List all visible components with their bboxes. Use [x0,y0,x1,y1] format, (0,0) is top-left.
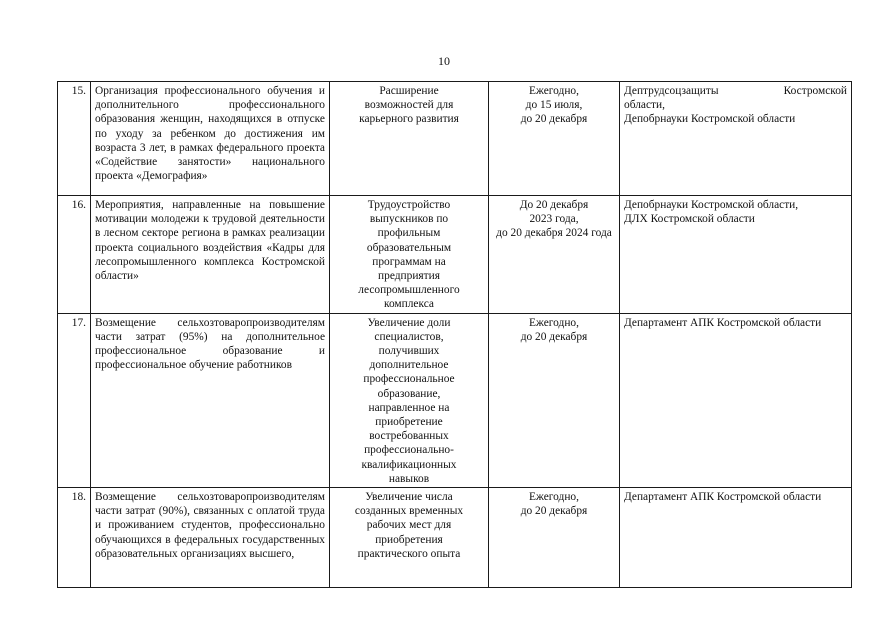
term-cell: Ежегодно, до 20 декабря [489,313,620,487]
table-row [58,313,852,487]
executor-cell: Депобрнауки Костромской области, ДЛХ Костромской области [620,196,852,314]
row-number: 17. [58,313,91,487]
table-row [58,196,852,314]
row-number: 18. [58,488,91,588]
row-number: 16. [58,196,91,314]
page-number: 10 [438,54,450,68]
activity-cell: Возмещение сельхозтоваропроизводителям части затрат (95%) на дополнительное профессиональное образование и профессиональное обучение работников [91,313,330,487]
term-cell: До 20 декабря 2023 года, до 20 декабря 2024 года [489,196,620,314]
result-cell: Трудоустройство выпускников по профильным образовательным программам на предприятия лесопромышленного комплекса [330,196,489,314]
row-number: 15. [58,82,91,196]
executor-cell: Департамент АПК Костромской области [620,313,852,487]
activity-cell: Мероприятия, направленные на повышение мотивации молодежи к трудовой деятельности в лесном секторе региона в рамках реализации проекта социального воздействия «Кадры для лесопромышленного комплекса Костромской области» [91,196,330,314]
term-cell: Ежегодно, до 15 июля, до 20 декабря [489,82,620,196]
term-cell: Ежегодно, до 20 декабря [489,488,620,588]
table-row [58,488,852,588]
result-cell: Расширение возможностей для карьерного развития [330,82,489,196]
executor-cell: Департамент АПК Костромской области [620,488,852,588]
executor-cell [620,82,852,196]
result-cell: Увеличение числа созданных временных рабочих мест для приобретения практического опыта [330,488,489,588]
executor-text: области, Депобрнауки Костромской области [624,99,796,126]
executor-line: Дептрудсоцзащиты Костромской [624,85,847,97]
activity-cell: Возмещение сельхозтоваропроизводителям части затрат (90%), связанных с оплатой труда и проживанием студентов, профессионально обучающихся в федеральных государственных образовательных организациях высшего, [91,488,330,588]
table-row [58,82,852,196]
activity-cell: Организация профессионального обучения и дополнительного профессионального образования женщин, находящихся в отпуске по уходу за ребенком до достижения им возраста 3 лет, в рамках федерального проекта «Содействие занятости» национального проекта «Демография» [91,82,330,196]
result-cell: Увеличение доли специалистов, получивших дополнительное профессиональное образование, направленное на приобретение востребованных профессионально- квалификационных навыков [330,313,489,487]
measures-table [57,81,852,588]
